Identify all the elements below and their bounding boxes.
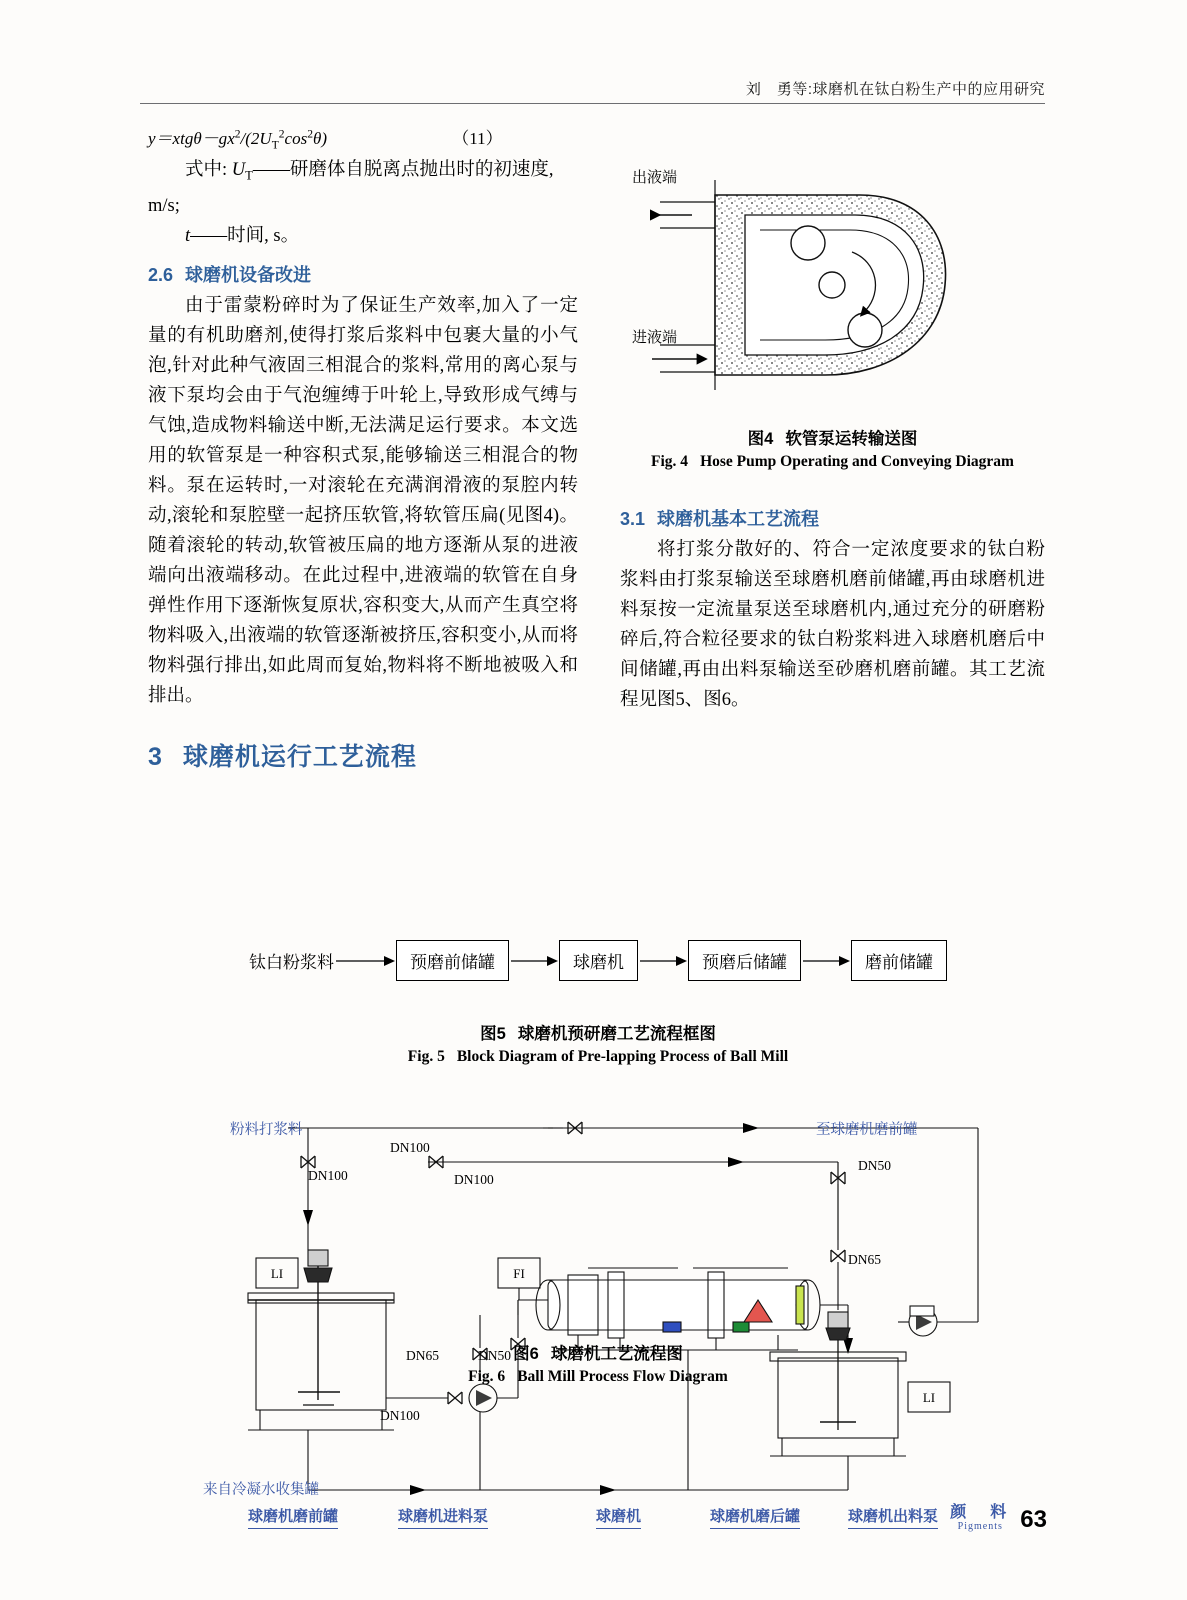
section-3-1-heading bbox=[620, 505, 1045, 531]
figure-4-caption bbox=[620, 425, 1045, 471]
section-2-6-title: 球磨机设备改进 bbox=[185, 265, 312, 286]
figure-6 bbox=[148, 1100, 1048, 1525]
section-3-1-paragraph: 将打浆分散好的、符合一定浓度要求的钛白粉浆料由打浆泵输送至球磨机磨前储罐,再由球磨机进料泵按一定流量泵送至球磨机内,通过充分的研磨粉碎后,符合粒径要求的钛白粉浆料进入球磨机磨后中间储罐,再由出料泵输送至砂磨机磨前罐。其工艺流程见图5、图6。 bbox=[620, 540, 1045, 710]
figure-4-drawing bbox=[620, 140, 1045, 440]
figure-6-caption bbox=[148, 1340, 1048, 1386]
figure-4-caption-cn-text: 软管泵运转输送图 bbox=[785, 430, 918, 448]
figure-6-pipe-label-4: DN65 bbox=[848, 1252, 881, 1267]
section-3-heading bbox=[148, 737, 578, 773]
figure-5-arrow-1 bbox=[509, 954, 559, 968]
figure-6-equipment-label-0: 球磨机磨前罐 bbox=[248, 1505, 338, 1529]
figure-5-box-0: 预磨前储罐 bbox=[396, 940, 509, 981]
figure-5-box-3: 磨前储罐 bbox=[851, 940, 947, 981]
figure-4 bbox=[620, 140, 1045, 450]
left-column bbox=[148, 124, 578, 773]
figure-6-pipe-label-1: DN100 bbox=[308, 1168, 348, 1183]
figure-4-caption-cn-label: 图4 bbox=[747, 430, 774, 448]
figure-6-label-from-condensate: 来自冷凝水收集罐 bbox=[203, 1482, 319, 1498]
section-2-6-number: 2.6 bbox=[148, 265, 174, 286]
section-3-1-number: 3.1 bbox=[620, 509, 646, 529]
section-3-title: 球磨机运行工艺流程 bbox=[182, 743, 417, 772]
figure-5-caption-en-label: Fig. 5 bbox=[407, 1048, 445, 1065]
figure-6-equipment-label-2: 球磨机 bbox=[596, 1505, 641, 1529]
figure-6-label-feed-slurry: 粉料打浆料 bbox=[230, 1122, 303, 1138]
formula-legend-3: t——时间, s。 bbox=[185, 226, 300, 247]
figure-6-equipment-label-1: 球磨机进料泵 bbox=[398, 1505, 488, 1529]
right-column-text bbox=[620, 495, 1045, 715]
figure-6-equipment-label-3: 球磨机磨后罐 bbox=[710, 1505, 800, 1529]
section-2-6-paragraph: 由于雷蒙粉碎时为了保证生产效率,加入了一定量的有机助磨剂,使得打浆后浆料中包裹大量的小气泡,针对此种气液固三相混合的浆料,常用的离心泵与液下泵均会由于气泡缠缚于叶轮上,导致形成气缚与气蚀,造成物料输送中断,无法满足运行要求。本文选用的软管泵是一种容积式泵,能够输送三相混合的物料。泵在运转时,一对滚轮在充满润滑液的泵腔内转动,滚轮和泵腔壁一起挤压软管,将软管压扁(见图4)。随着滚轮的转动,软管被压扁的地方逐渐从泵的进液端向出液端移动。在此过程中,进液端的软管在自身弹性作用下逐渐恢复原状,容积变大,从而产生真空将物料吸入,出液端的软管逐渐被挤压,容积变小,从而将物料强行排出,如此周而复始,物料将不断地被吸入和排出。 bbox=[148, 296, 578, 707]
page-number: 63 bbox=[1020, 1506, 1047, 1533]
figure-5-input-label: 钛白粉浆料 bbox=[249, 953, 334, 972]
formula-legend-1: 式中: $U_T——$研磨体自脱离点抛出时的初速度, bbox=[185, 160, 554, 184]
svg-text:FI: FI bbox=[513, 1266, 525, 1281]
svg-text:LI: LI bbox=[922, 1390, 936, 1405]
figure-5-caption-cn-label: 图5 bbox=[480, 1025, 506, 1043]
figure-6-pipe-label-7: DN100 bbox=[380, 1408, 420, 1423]
figure-4-caption-en-text: Hose Pump Operating and Conveying Diagram bbox=[700, 453, 1014, 470]
figure-5-caption-cn-text: 球磨机预研磨工艺流程框图 bbox=[517, 1025, 716, 1043]
figure-6-equipment-label-4: 球磨机出料泵 bbox=[848, 1505, 938, 1529]
journal-name-cn: 颜 料 bbox=[950, 1504, 1011, 1521]
section-3-1-title: 球磨机基本工艺流程 bbox=[657, 509, 820, 529]
figure-6-caption-en-label: Fig. 6 bbox=[468, 1368, 506, 1385]
figure-6-pipe-label-5: DN65 bbox=[406, 1348, 439, 1363]
figure-6-pipe-label-2: DN100 bbox=[454, 1172, 494, 1187]
section-2-6-heading bbox=[148, 261, 578, 287]
figure-6-pipe-label-3: DN50 bbox=[858, 1158, 891, 1173]
figure-6-pipe-label-6: DN50 bbox=[478, 1348, 511, 1363]
figure-6-drawing bbox=[148, 1100, 1048, 1520]
figure-6-pipe-label-0: DN100 bbox=[390, 1140, 430, 1155]
svg-text:LI: LI bbox=[270, 1266, 284, 1281]
figure-6-caption-cn-text: 球磨机工艺流程图 bbox=[550, 1345, 683, 1363]
figure-5-box-1: 球磨机 bbox=[559, 940, 638, 981]
figure-6-label-to-ball-mill-tank: 至球磨机磨前罐 bbox=[816, 1122, 918, 1138]
figure-5-caption bbox=[148, 1020, 1048, 1066]
figure-6-caption-en-text: Ball Mill Process Flow Diagram bbox=[517, 1368, 728, 1385]
section-3-number: 3 bbox=[148, 743, 163, 772]
figure-5-caption-en-text: Block Diagram of Pre-lapping Process of Ball Mill bbox=[456, 1048, 789, 1065]
formula-11: $y=xtg\theta-gx^2/(2U_T^2\cos^2\theta)$ （11） bbox=[148, 127, 503, 152]
running-head: 刘 勇等:球磨机在钛白粉生产中的应用研究 bbox=[745, 81, 1045, 98]
formula-legend-2: m/s; bbox=[148, 196, 180, 217]
figure-4-label-inlet: 进液端 bbox=[632, 329, 678, 346]
figure-5-arrow-2 bbox=[638, 954, 688, 968]
figure-5-box-2: 预磨后储罐 bbox=[688, 940, 801, 981]
figure-4-caption-en-label: Fig. 4 bbox=[651, 453, 689, 470]
figure-5-arrow-0 bbox=[334, 954, 396, 968]
header-divider bbox=[140, 103, 1045, 104]
figure-4-label-outlet: 出液端 bbox=[632, 169, 678, 186]
figure-5 bbox=[148, 940, 1048, 1020]
formula-number: （11） bbox=[452, 129, 503, 148]
journal-name-en: Pigments bbox=[957, 1521, 1003, 1532]
figure-5-arrow-3 bbox=[801, 954, 851, 968]
page-footer bbox=[950, 1504, 1047, 1532]
figure-6-caption-cn-label: 图6 bbox=[513, 1345, 539, 1363]
